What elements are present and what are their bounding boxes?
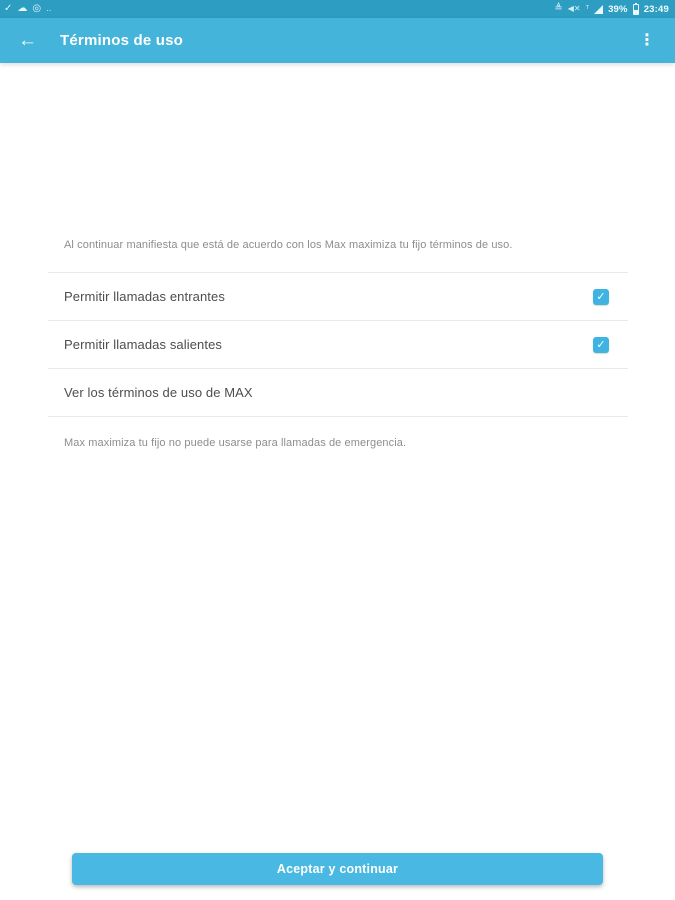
battery-icon xyxy=(633,4,639,15)
terms-intro-text: Al continuar manifiesta que está de acuerdo con los Max maximiza tu fijo términos de uso. xyxy=(64,239,513,251)
status-bar xyxy=(0,0,675,18)
incoming-calls-checkbox[interactable]: ✓ xyxy=(593,289,609,305)
overflow-menu-icon[interactable]: ⋮ xyxy=(639,31,655,49)
list-item-incoming-calls[interactable] xyxy=(48,273,628,321)
signal-strength-icon xyxy=(594,5,603,14)
status-bar-left xyxy=(4,4,51,14)
list-item-label: Permitir llamadas entrantes xyxy=(64,289,225,304)
check-circle-icon: ✓ xyxy=(4,3,13,14)
list-item-outgoing-calls[interactable] xyxy=(48,321,628,369)
mute-icon: ◀✕ xyxy=(567,4,581,13)
content-area xyxy=(0,239,675,449)
network-type-icon: ᵀ xyxy=(585,4,590,13)
list-item-view-terms[interactable] xyxy=(48,369,628,417)
list-item-label: Ver los términos de uso de MAX xyxy=(64,385,253,400)
accept-continue-button[interactable]: Aceptar y continuar xyxy=(72,853,603,885)
emergency-note-text: Max maximiza tu fijo no puede usarse para llamadas de emergencia. xyxy=(64,437,407,449)
app-bar xyxy=(0,18,675,63)
hotspot-icon: ≜ xyxy=(554,3,563,14)
outgoing-calls-checkbox[interactable]: ✓ xyxy=(593,337,609,353)
terms-options-list xyxy=(48,272,628,417)
battery-percent: 39% xyxy=(608,3,628,15)
page-title: Términos de uso xyxy=(60,32,184,49)
more-notifications-icon: ‥ xyxy=(46,4,52,13)
cloud-icon: ☁ xyxy=(17,3,28,14)
clock: 23:49 xyxy=(643,3,669,15)
circle-notification-icon: ◎ xyxy=(32,3,42,14)
status-bar-right xyxy=(554,4,669,15)
list-item-label: Permitir llamadas salientes xyxy=(64,337,223,352)
back-arrow-icon[interactable]: ← xyxy=(18,30,37,51)
